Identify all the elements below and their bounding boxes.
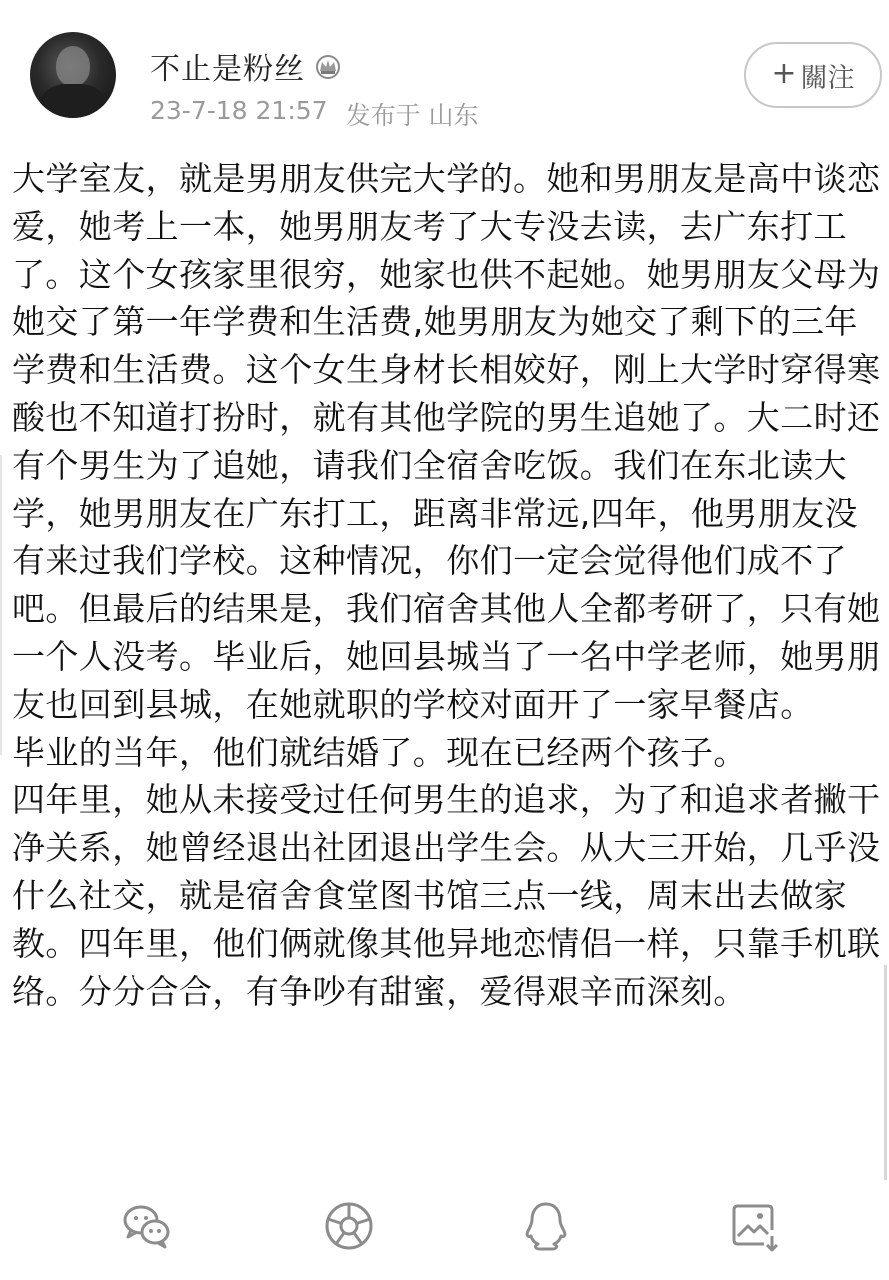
follow-button[interactable] <box>744 42 882 108</box>
left-edge-divider <box>0 455 2 755</box>
avatar-body <box>40 84 106 118</box>
post-meta <box>150 96 479 132</box>
share-bar <box>0 1180 889 1270</box>
share-qq-button[interactable] <box>516 1196 576 1256</box>
right-edge-divider <box>884 965 887 1180</box>
post-paragraph: 四年里，她从未接受过任何男生的追求，为了和追求者撇干净关系，她曾经退出社团退出学生会。从大三开始，几乎没什么社交，就是宿舍食堂图书馆三点一线，周末出去做家教。四年里，他们俩就像其他异地恋情侣一样，只靠手机联络。分分合合，有争吵有甜蜜，爱得艰辛而深刻。 <box>12 780 881 1011</box>
wechat-icon <box>117 1241 177 1260</box>
save-image-icon <box>724 1241 784 1260</box>
post-paragraph: 大学室友，就是男朋友供完大学的。她和男朋友是高中谈恋爱，她考上一本，她男朋友考了大专没去读，去广东打工了。这个女孩家里很穷，她家也供不起她。她男朋友父母为她交了第一年学费和生活费,她男朋友为她交了剩下的三年学费和生活费。这个女生身材长相姣好，刚上大学时穿得寒酸也不知道打扮时，就有其他学院的男生追她了。大二时还有个男生为了追她，请我们全宿舍吃饭。我们在东北读大学，她男朋友在广东打工，距离非常远,四年，他男朋友没有来过我们学校。这种情况，你们一定会觉得他们成不了吧。但最后的结果是，我们宿舍其他人全都考研了，只有她一个人没考。毕业后，她回县城当了一名中学老师，她男朋友也回到县城，在她就职的学校对面开了一家早餐店。 <box>12 159 881 724</box>
username-row <box>150 46 343 86</box>
avatar-face <box>56 46 90 86</box>
post-location: 发布于 山东 <box>345 101 479 130</box>
moments-icon <box>319 1241 379 1260</box>
share-wechat-button[interactable] <box>117 1196 177 1256</box>
post-content <box>12 155 882 1015</box>
author-name[interactable]: 不止是粉丝 <box>150 52 305 87</box>
share-moments-button[interactable] <box>319 1196 379 1256</box>
save-image-button[interactable] <box>724 1196 784 1256</box>
post-timestamp: 23-7-18 21:57 <box>150 96 328 125</box>
follow-button-label: 關注 <box>800 62 855 94</box>
crown-badge-icon <box>313 51 343 81</box>
avatar[interactable] <box>30 32 116 118</box>
post-header <box>0 0 889 150</box>
plus-icon: + <box>771 56 797 91</box>
qq-icon <box>516 1241 576 1260</box>
post-paragraph: 毕业的当年，他们就结婚了。现在已经两个孩子。 <box>12 732 747 772</box>
